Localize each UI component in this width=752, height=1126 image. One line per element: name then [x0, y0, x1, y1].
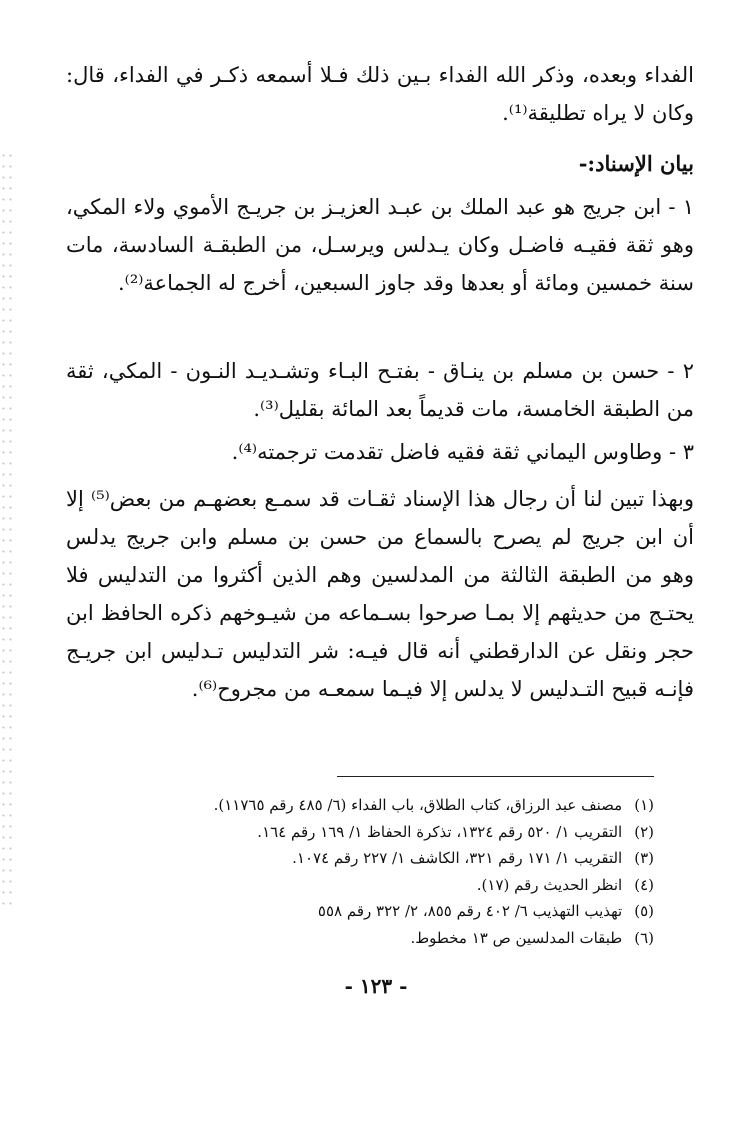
- scan-edge-dots: [0, 150, 14, 910]
- footnotes-list: [54, 792, 654, 951]
- paragraph-hasan-bin-muslim: ٢ - حسن بن مسلم بن ينـاق - بفتـح البـاء وتشـديـد النـون - المكي، ثقة من الطبقة الخامسة، مات قديماً بعد المائة بقليل⁽³⁾.: [66, 359, 694, 421]
- footnote-item: [54, 845, 654, 872]
- footnote-item: [54, 792, 654, 819]
- footnote-item: [54, 819, 654, 846]
- footnote-item: [54, 898, 654, 925]
- footnote-number: (٤): [634, 875, 654, 894]
- footnote-text: تهذيب التهذيب ٦/ ٤٠٢ رقم ٨٥٥، ٢/ ٣٢٢ رقم ٥٥٨: [317, 902, 623, 920]
- footnote-number: (٦): [634, 928, 654, 947]
- paragraph-tawus: ٣ - وطاوس اليماني ثقة فقيه فاضل تقدمت ترجمته⁽⁴⁾.: [231, 440, 694, 464]
- page-number: - ١٢٣ -: [344, 974, 408, 998]
- footnote-number: (٢): [634, 822, 654, 841]
- paragraph-ibn-jurayj: ١ - ابن جريج هو عبد الملك بن عبـد العزيـز بن جريـج الأموي ولاء المكي، وهو ثقة فقيـه فاضـل وكان يـدلس ويرسـل، من الطبقـة السادسة، مات سنة خمسين ومائة أو بعدها وقد جاوز السبعين، أخرج له الجماعة⁽²⁾.: [66, 195, 694, 295]
- footnote-number: (١): [634, 796, 654, 814]
- footnote-text: انظر الحديث رقم (١٧).: [476, 875, 623, 894]
- footnote-text: التقريب ١/ ٥٢٠ رقم ١٣٢٤، تذكرة الحفاظ ١/ ١٦٩ رقم ١٦٤.: [257, 822, 623, 841]
- footnote-text: التقريب ١/ ١٧١ رقم ٣٢١، الكاشف ١/ ٢٢٧ رقم ١٠٧٤.: [292, 849, 623, 867]
- paragraph-conclusion: وبهذا تبين لنا أن رجال هذا الإسناد ثقـات قد سمـع بعضهـم من بعض⁽⁵⁾ إلا أن ابن جريج لم يصرح بالسماع من حسن بن مسلم وابن جريج يدلس وهو من الطبقة الثالثة من المدلسين وهم الذين أكثروا من التدليس فلا يحتـج من حديثهم إلا بمـا صرحوا بسـماعه من شيـوخهم ذكره الحافظ ابن حجر ونقل عن الدارقطني أنه قال فيـه: شر التدليس تـدليس ابن جريـج فإنـه قبيح التـدليس لا يدلس إلا فيـما سمعـه من مجروح⁽⁶⁾.: [66, 487, 694, 701]
- footnote-item: [54, 925, 654, 952]
- footnote-number: (٥): [634, 902, 654, 920]
- footnote-text: طبقات المدلسين ص ١٣ مخطوط.: [410, 928, 623, 947]
- footnote-item: [54, 872, 654, 899]
- footnote-separator: [337, 776, 654, 777]
- paragraph-fidaa: الفداء وبعده، وذكر الله الفداء بـين ذلك فـلا أسمعه ذكـر في الفداء، قال: وكان لا يراه تطليقة⁽¹⁾.: [66, 63, 694, 125]
- footnote-text: مصنف عبد الرزاق، كتاب الطلاق، باب الفداء (٦/ ٤٨٥ رقم ١١٧٦٥).: [213, 796, 623, 814]
- footnote-number: (٣): [634, 849, 654, 867]
- section-heading-isnad: بيان الإسناد:-: [578, 151, 694, 176]
